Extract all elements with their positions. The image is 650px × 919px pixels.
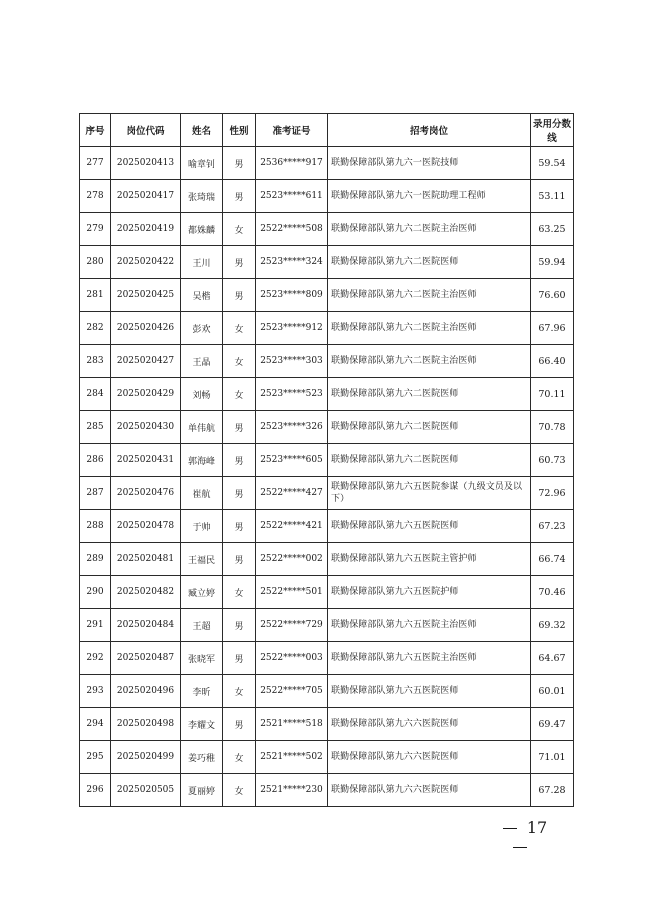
cell-serial: 282 xyxy=(80,312,111,345)
cell-position-code: 2025020481 xyxy=(111,543,181,576)
cell-exam-id: 2523*****611 xyxy=(256,180,328,213)
cell-position: 联勤保障部队第九六二医院主治医师 xyxy=(328,279,531,312)
cell-gender: 男 xyxy=(223,609,256,642)
roster-table xyxy=(79,113,574,807)
cell-gender: 男 xyxy=(223,279,256,312)
cell-gender: 男 xyxy=(223,180,256,213)
table-row xyxy=(80,609,574,642)
cell-serial: 286 xyxy=(80,444,111,477)
cell-serial: 278 xyxy=(80,180,111,213)
cell-name: 郭海峰 xyxy=(181,444,223,477)
cell-name: 崔航 xyxy=(181,477,223,510)
cell-gender: 男 xyxy=(223,708,256,741)
table-row xyxy=(80,708,574,741)
table-row xyxy=(80,180,574,213)
cell-name: 张琦瑞 xyxy=(181,180,223,213)
cell-serial: 281 xyxy=(80,279,111,312)
cell-name: 刘畅 xyxy=(181,378,223,411)
cell-score-line: 70.11 xyxy=(531,378,574,411)
header-position-code: 岗位代码 xyxy=(111,114,181,147)
cell-position-code: 2025020425 xyxy=(111,279,181,312)
cell-exam-id: 2536*****917 xyxy=(256,147,328,180)
cell-score-line: 59.94 xyxy=(531,246,574,279)
cell-position-code: 2025020499 xyxy=(111,741,181,774)
cell-serial: 289 xyxy=(80,543,111,576)
header-gender: 性别 xyxy=(223,114,256,147)
header-serial: 序号 xyxy=(80,114,111,147)
table-row xyxy=(80,774,574,807)
cell-position-code: 2025020505 xyxy=(111,774,181,807)
cell-score-line: 70.46 xyxy=(531,576,574,609)
cell-exam-id: 2522*****002 xyxy=(256,543,328,576)
cell-name: 吴楷 xyxy=(181,279,223,312)
table-row xyxy=(80,510,574,543)
cell-name: 王川 xyxy=(181,246,223,279)
cell-serial: 292 xyxy=(80,642,111,675)
cell-gender: 男 xyxy=(223,411,256,444)
cell-position-code: 2025020487 xyxy=(111,642,181,675)
cell-position: 联勤保障部队第九六二医院医师 xyxy=(328,411,531,444)
cell-position-code: 2025020476 xyxy=(111,477,181,510)
cell-serial: 277 xyxy=(80,147,111,180)
cell-position: 联勤保障部队第九六五医院主治医师 xyxy=(328,642,531,675)
cell-position-code: 2025020417 xyxy=(111,180,181,213)
header-name: 姓名 xyxy=(181,114,223,147)
page-number: 17 xyxy=(526,818,548,837)
cell-gender: 女 xyxy=(223,675,256,708)
cell-name: 李耀文 xyxy=(181,708,223,741)
cell-score-line: 66.40 xyxy=(531,345,574,378)
table-row xyxy=(80,246,574,279)
cell-gender: 男 xyxy=(223,642,256,675)
cell-gender: 男 xyxy=(223,147,256,180)
cell-name: 喻章钊 xyxy=(181,147,223,180)
cell-score-line: 64.67 xyxy=(531,642,574,675)
cell-gender: 女 xyxy=(223,378,256,411)
cell-exam-id: 2523*****912 xyxy=(256,312,328,345)
table-row xyxy=(80,741,574,774)
header-exam-id: 准考证号 xyxy=(256,114,328,147)
table-row xyxy=(80,147,574,180)
cell-exam-id: 2522*****003 xyxy=(256,642,328,675)
table-row xyxy=(80,543,574,576)
cell-position-code: 2025020478 xyxy=(111,510,181,543)
cell-position-code: 2025020430 xyxy=(111,411,181,444)
cell-serial: 291 xyxy=(80,609,111,642)
header-score-line: 录用分数线 xyxy=(531,114,574,147)
cell-gender: 女 xyxy=(223,345,256,378)
cell-name: 单伟航 xyxy=(181,411,223,444)
cell-position-code: 2025020431 xyxy=(111,444,181,477)
cell-position: 联勤保障部队第九六二医院主治医师 xyxy=(328,312,531,345)
cell-name: 王福民 xyxy=(181,543,223,576)
cell-exam-id: 2522*****427 xyxy=(256,477,328,510)
table-row xyxy=(80,642,574,675)
cell-serial: 287 xyxy=(80,477,111,510)
cell-position: 联勤保障部队第九六六医院医师 xyxy=(328,774,531,807)
cell-exam-id: 2523*****605 xyxy=(256,444,328,477)
cell-name: 臧立婷 xyxy=(181,576,223,609)
header-position: 招考岗位 xyxy=(328,114,531,147)
cell-serial: 293 xyxy=(80,675,111,708)
cell-name: 姜巧稚 xyxy=(181,741,223,774)
cell-score-line: 76.60 xyxy=(531,279,574,312)
cell-position-code: 2025020484 xyxy=(111,609,181,642)
header-row xyxy=(80,114,574,147)
cell-score-line: 53.11 xyxy=(531,180,574,213)
cell-score-line: 66.74 xyxy=(531,543,574,576)
cell-position-code: 2025020482 xyxy=(111,576,181,609)
cell-serial: 296 xyxy=(80,774,111,807)
cell-position: 联勤保障部队第九六一医院技师 xyxy=(328,147,531,180)
cell-exam-id: 2523*****326 xyxy=(256,411,328,444)
table-row xyxy=(80,279,574,312)
cell-score-line: 67.23 xyxy=(531,510,574,543)
table-row xyxy=(80,411,574,444)
cell-score-line: 70.78 xyxy=(531,411,574,444)
cell-position-code: 2025020498 xyxy=(111,708,181,741)
cell-name: 都姝麟 xyxy=(181,213,223,246)
cell-position-code: 2025020426 xyxy=(111,312,181,345)
cell-score-line: 67.28 xyxy=(531,774,574,807)
cell-name: 于帅 xyxy=(181,510,223,543)
cell-score-line: 72.96 xyxy=(531,477,574,510)
cell-position-code: 2025020413 xyxy=(111,147,181,180)
table-row xyxy=(80,477,574,510)
cell-name: 王超 xyxy=(181,609,223,642)
cell-position: 联勤保障部队第九六二医院医师 xyxy=(328,378,531,411)
cell-score-line: 69.47 xyxy=(531,708,574,741)
cell-serial: 284 xyxy=(80,378,111,411)
cell-serial: 279 xyxy=(80,213,111,246)
cell-position: 联勤保障部队第九六五医院主治医师 xyxy=(328,609,531,642)
cell-position: 联勤保障部队第九六五医院医师 xyxy=(328,675,531,708)
cell-serial: 280 xyxy=(80,246,111,279)
cell-exam-id: 2521*****230 xyxy=(256,774,328,807)
cell-position-code: 2025020496 xyxy=(111,675,181,708)
cell-exam-id: 2521*****518 xyxy=(256,708,328,741)
table-row xyxy=(80,345,574,378)
cell-gender: 女 xyxy=(223,312,256,345)
cell-position: 联勤保障部队第九六五医院主管护师 xyxy=(328,543,531,576)
cell-position: 联勤保障部队第九六一医院助理工程师 xyxy=(328,180,531,213)
cell-position: 联勤保障部队第九六二医院医师 xyxy=(328,444,531,477)
footer-dash-left xyxy=(503,828,517,829)
cell-exam-id: 2522*****705 xyxy=(256,675,328,708)
cell-gender: 男 xyxy=(223,246,256,279)
cell-serial: 288 xyxy=(80,510,111,543)
cell-gender: 男 xyxy=(223,477,256,510)
cell-gender: 男 xyxy=(223,510,256,543)
cell-gender: 女 xyxy=(223,213,256,246)
cell-position: 联勤保障部队第九六五医院护师 xyxy=(328,576,531,609)
cell-exam-id: 2522*****421 xyxy=(256,510,328,543)
table-row xyxy=(80,675,574,708)
cell-position: 联勤保障部队第九六六医院医师 xyxy=(328,741,531,774)
cell-gender: 男 xyxy=(223,543,256,576)
cell-position: 联勤保障部队第九六五医院医师 xyxy=(328,510,531,543)
cell-score-line: 69.32 xyxy=(531,609,574,642)
table-row xyxy=(80,444,574,477)
cell-serial: 295 xyxy=(80,741,111,774)
cell-name: 李昕 xyxy=(181,675,223,708)
cell-position-code: 2025020422 xyxy=(111,246,181,279)
cell-position: 联勤保障部队第九六六医院医师 xyxy=(328,708,531,741)
cell-name: 王晶 xyxy=(181,345,223,378)
cell-serial: 294 xyxy=(80,708,111,741)
footer-dash-right xyxy=(513,847,527,848)
cell-gender: 女 xyxy=(223,741,256,774)
cell-score-line: 67.96 xyxy=(531,312,574,345)
table-row xyxy=(80,213,574,246)
cell-exam-id: 2523*****324 xyxy=(256,246,328,279)
cell-position-code: 2025020419 xyxy=(111,213,181,246)
table-row xyxy=(80,378,574,411)
table-row xyxy=(80,576,574,609)
cell-position-code: 2025020429 xyxy=(111,378,181,411)
cell-position: 联勤保障部队第九六二医院主治医师 xyxy=(328,213,531,246)
cell-score-line: 63.25 xyxy=(531,213,574,246)
cell-position: 联勤保障部队第九六二医院主治医师 xyxy=(328,345,531,378)
cell-gender: 女 xyxy=(223,576,256,609)
cell-score-line: 71.01 xyxy=(531,741,574,774)
cell-gender: 男 xyxy=(223,444,256,477)
cell-exam-id: 2522*****729 xyxy=(256,609,328,642)
cell-exam-id: 2523*****809 xyxy=(256,279,328,312)
table-row xyxy=(80,312,574,345)
cell-score-line: 59.54 xyxy=(531,147,574,180)
cell-name: 彭欢 xyxy=(181,312,223,345)
cell-exam-id: 2522*****501 xyxy=(256,576,328,609)
cell-score-line: 60.73 xyxy=(531,444,574,477)
cell-exam-id: 2523*****303 xyxy=(256,345,328,378)
cell-position: 联勤保障部队第九六二医院医师 xyxy=(328,246,531,279)
cell-exam-id: 2521*****502 xyxy=(256,741,328,774)
cell-serial: 290 xyxy=(80,576,111,609)
cell-position-code: 2025020427 xyxy=(111,345,181,378)
cell-score-line: 60.01 xyxy=(531,675,574,708)
cell-name: 夏丽婷 xyxy=(181,774,223,807)
page-footer xyxy=(480,818,560,856)
cell-serial: 285 xyxy=(80,411,111,444)
cell-serial: 283 xyxy=(80,345,111,378)
cell-name: 张晓军 xyxy=(181,642,223,675)
cell-exam-id: 2523*****523 xyxy=(256,378,328,411)
cell-gender: 女 xyxy=(223,774,256,807)
cell-exam-id: 2522*****508 xyxy=(256,213,328,246)
cell-position: 联勤保障部队第九六五医院参谋（九级文员及以下） xyxy=(328,477,531,510)
